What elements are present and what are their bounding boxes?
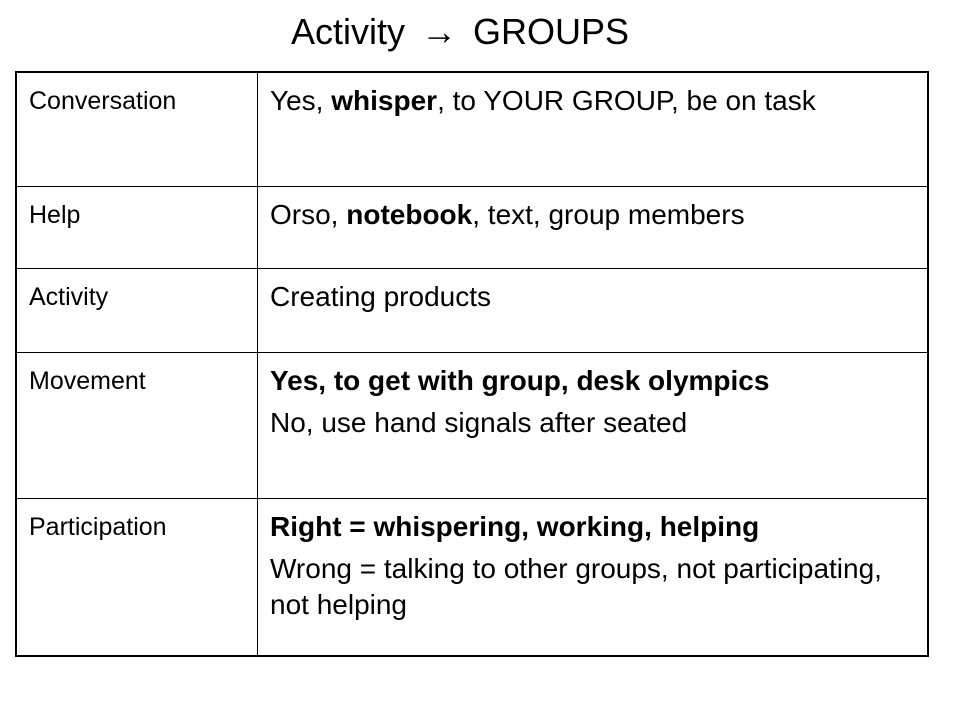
table-row-movement <box>16 352 928 498</box>
row-description <box>258 498 929 656</box>
table-row-activity <box>16 268 928 352</box>
row-label: Participation <box>16 498 258 656</box>
row-description <box>258 352 929 498</box>
table-row-conversation <box>16 72 928 186</box>
description-text: Orso, <box>270 198 347 230</box>
description-text: Yes, <box>270 85 332 116</box>
description-line-no: No, use hand signals after seated <box>270 406 688 438</box>
slide-title-activity: Activity <box>290 11 405 52</box>
row-description <box>258 268 929 352</box>
table-row-participation <box>16 498 928 656</box>
right-arrow-icon: → <box>420 11 457 52</box>
description-emphasis: notebook <box>346 198 473 230</box>
row-label: Help <box>16 186 258 268</box>
description-emphasis: whisper <box>331 85 438 116</box>
row-label: Activity <box>16 268 258 352</box>
description-text: , text, group members <box>472 198 745 230</box>
description-text: Creating products <box>270 280 492 312</box>
description-line-right: Right = whispering, working, helping <box>270 510 760 542</box>
description-line-yes: Yes, to get with group, desk olympics <box>270 364 770 396</box>
row-description <box>258 186 929 268</box>
slide-title-groups: GROUPS <box>473 11 630 52</box>
table-row-help <box>16 186 928 268</box>
row-label: Movement <box>16 352 258 498</box>
slide-title <box>0 10 920 54</box>
row-description <box>258 72 929 186</box>
description-text: , to YOUR GROUP, be on task <box>437 85 816 116</box>
activity-rules-table <box>15 71 929 657</box>
row-label: Conversation <box>16 72 258 186</box>
description-line-wrong: Wrong = talking to other groups, not participating, not helping <box>270 552 882 620</box>
